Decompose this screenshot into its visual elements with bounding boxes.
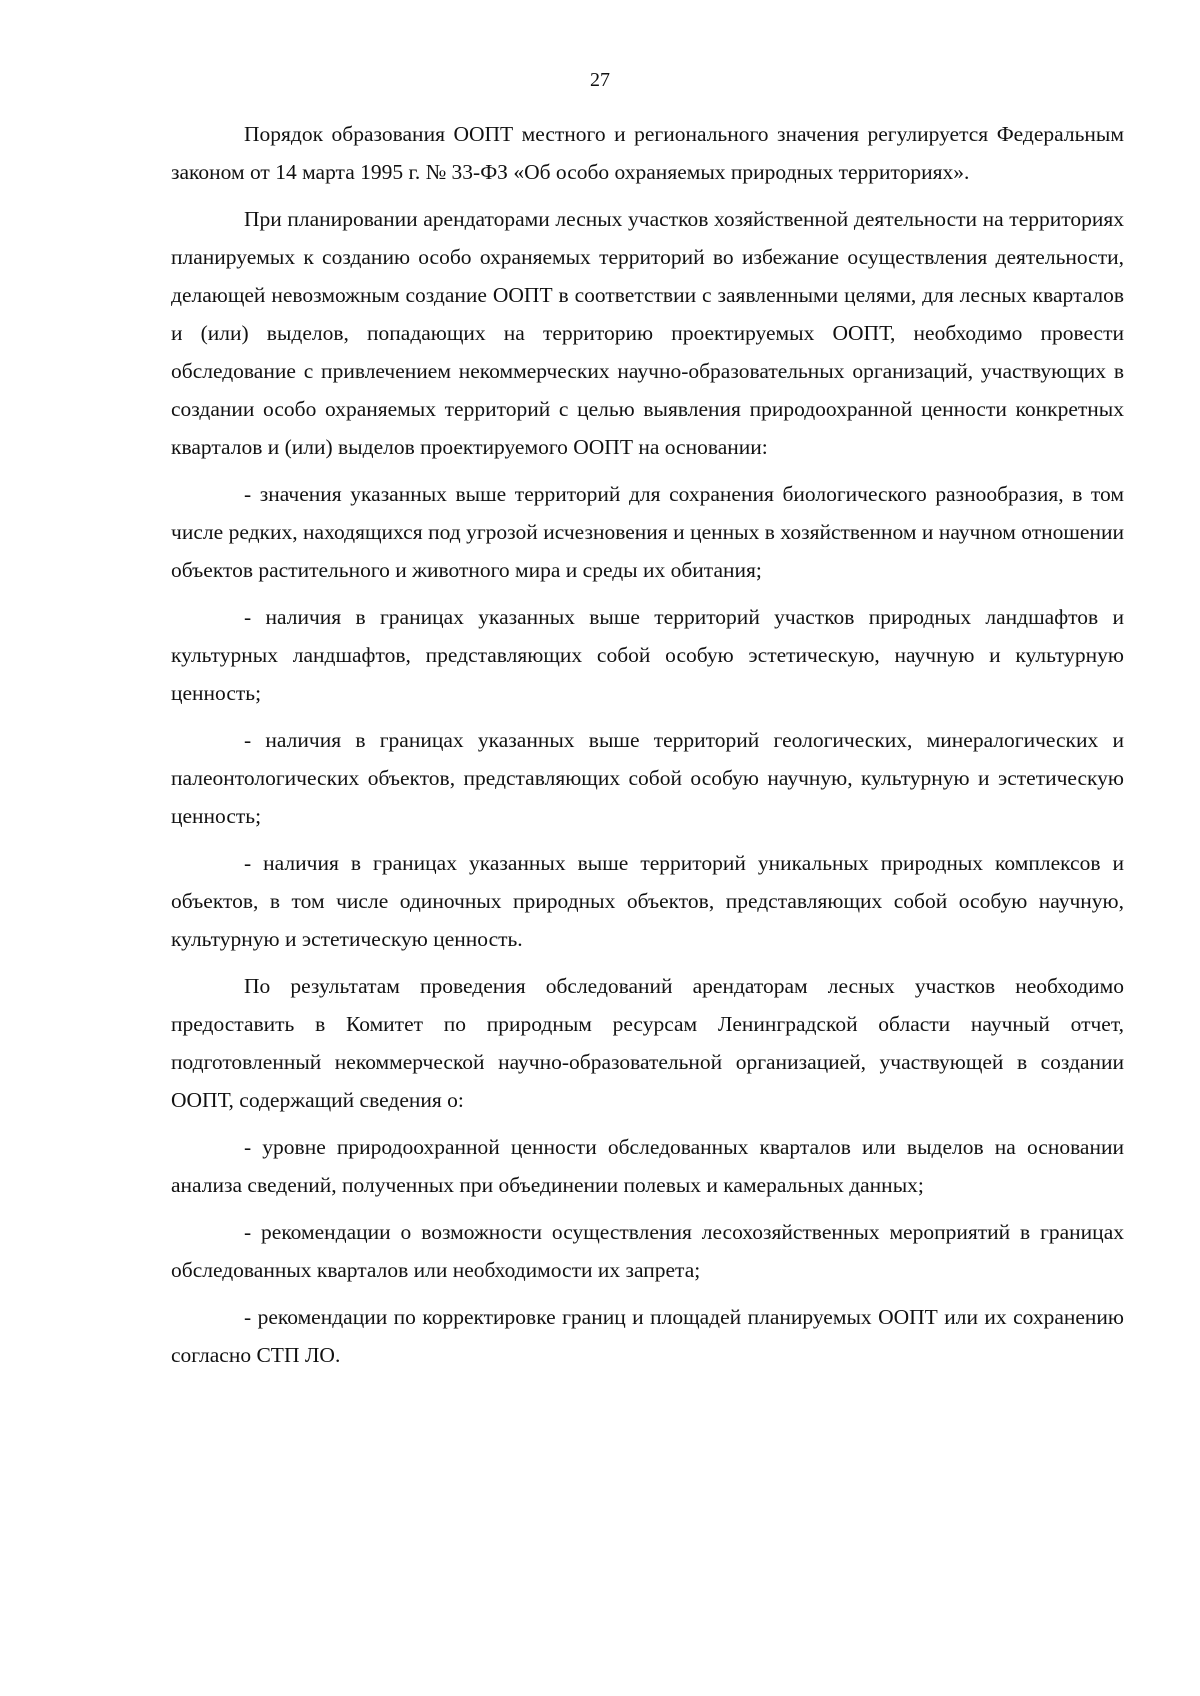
list-item-biodiversity: - значения указанных выше территорий для сохранения биологического разнообразия, в том числе редких, находящихся под угрозой исчезновения и ценных в хозяйственном и научном отношении объектов растительного и животного мира и среды их обитания; bbox=[171, 482, 1124, 582]
list-item-geological-objects: - наличия в границах указанных выше территорий геологических, минералогических и палеонтологических объектов, представляющих собой особую научную, культурную и эстетическую ценность; bbox=[171, 728, 1124, 828]
list-item-forestry-recommendations: - рекомендации о возможности осуществления лесохозяйственных мероприятий в границах обследованных кварталов или необходимости их запрета; bbox=[171, 1220, 1124, 1282]
document-body bbox=[171, 115, 1124, 1383]
page-number: 27 bbox=[590, 69, 610, 91]
paragraph-survey-requirement: При планировании арендаторами лесных участков хозяйственной деятельности на территориях планируемых к созданию особо охраняемых территорий во избежание осуществления деятельности, делающей невозможным создание ООПТ в соответствии с заявленными целями, для лесных кварталов и (или) выделов, попадающих на территорию проектируемых ООПТ, необходимо провести обследование с привлечением некоммерческих научно-образовательных организаций, участвующих в создании особо охраняемых территорий с целью выявления природоохранной ценности конкретных кварталов и (или) выделов проектируемого ООПТ на основании: bbox=[171, 207, 1124, 459]
paragraph-legal-basis: Порядок образования ООПТ местного и регионального значения регулируется Федеральным законом от 14 марта 1995 г. № 33-ФЗ «Об особо охраняемых природных территориях». bbox=[171, 122, 1124, 184]
list-item-conservation-value: - уровне природоохранной ценности обследованных кварталов или выделов на основании анализа сведений, полученных при объединении полевых и камеральных данных; bbox=[171, 1135, 1124, 1197]
list-item-unique-complexes: - наличия в границах указанных выше территорий уникальных природных комплексов и объектов, в том числе одиночных природных объектов, представляющих собой особую научную, культурную и эстетическую ценность. bbox=[171, 851, 1124, 951]
list-item-boundary-recommendations: - рекомендации по корректировке границ и площадей планируемых ООПТ или их сохранению согласно СТП ЛО. bbox=[171, 1305, 1124, 1367]
list-item-landscapes: - наличия в границах указанных выше территорий участков природных ландшафтов и культурных ландшафтов, представляющих собой особую эстетическую, научную и культурную ценность; bbox=[171, 605, 1124, 705]
paragraph-report-requirement: По результатам проведения обследований арендаторам лесных участков необходимо предоставить в Комитет по природным ресурсам Ленинградской области научный отчет, подготовленный некоммерческой научно-образовательной организацией, участвующей в создании ООПТ, содержащий сведения о: bbox=[171, 974, 1124, 1112]
